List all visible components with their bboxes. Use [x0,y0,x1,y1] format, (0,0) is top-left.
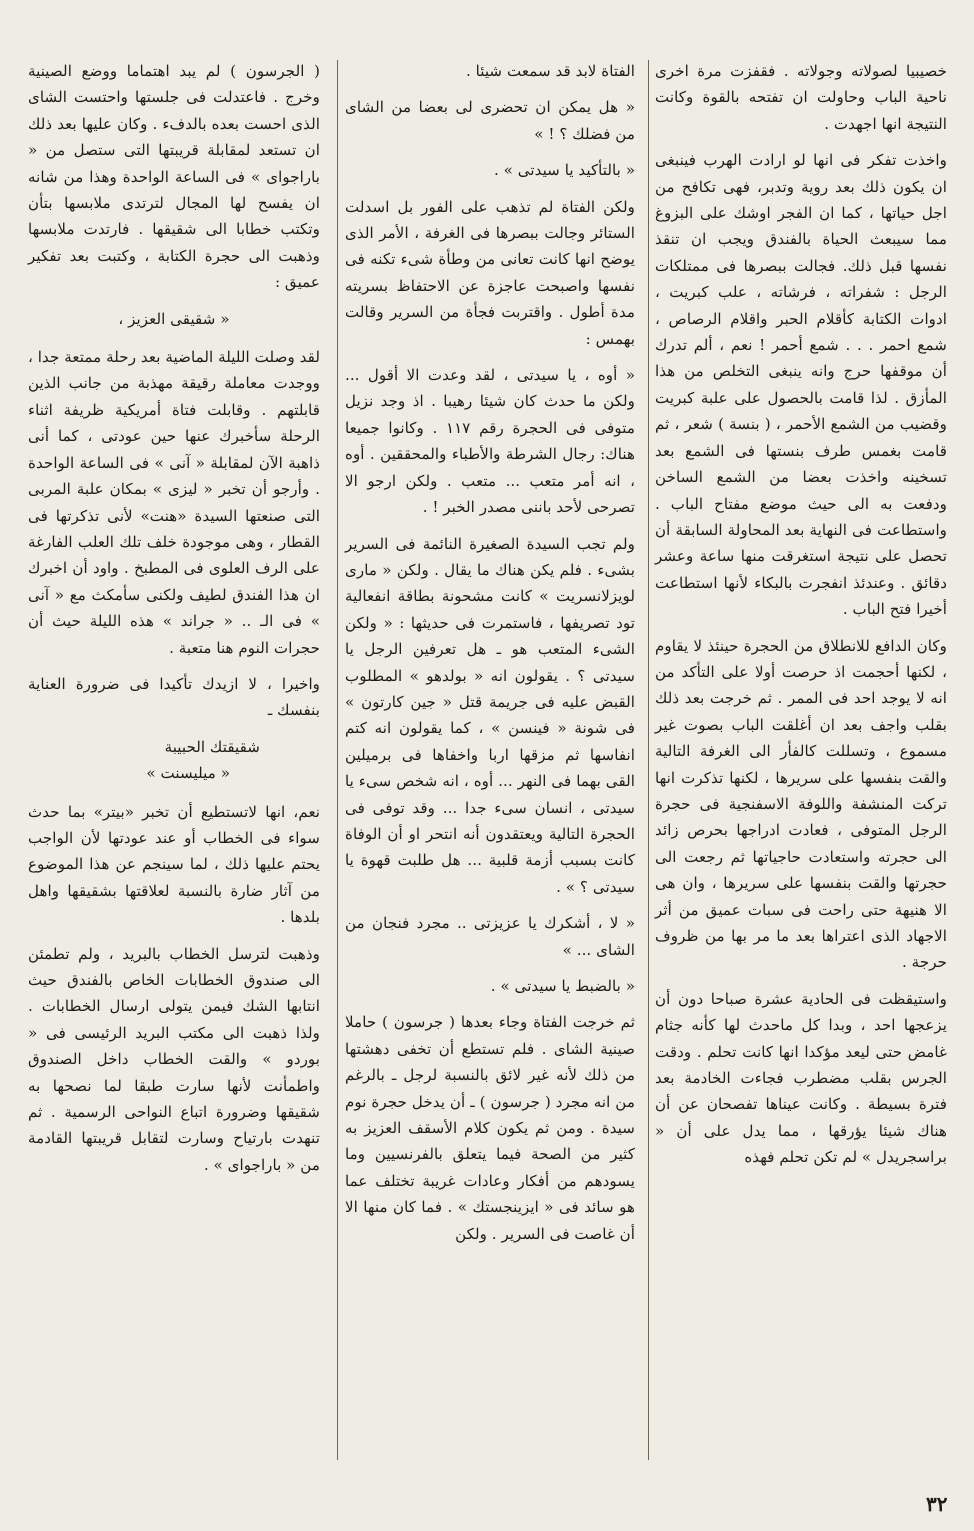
paragraph: لقد وصلت الليلة الماضية بعد رحلة ممتعة جدا ، ووجدت معاملة رقيقة مهذبة من جانب الذين قابلتهم . وقابلت فتاة أمريكية ظريفة اثناء الرحلة سأخبرك عنها حين عودتى ، كما أنى ذاهبة الآن لمقابلة « آنى » فى الساعة الواحدة . وأرجو أن تخبر « ليزى » بمكان علبة المربى التى صنعتها السيدة «هنت» لأنى تذكرتها فى القطار ، وهى موجودة خلف تلك العلب الفارغة على الرف العلوى فى المطبخ . واود أن اخبرك ان هذا الفندق لطيف ولكنى سأمكث مع « آنى » فى الـ .. « جراند » هذه الليلة حيث أن حجرات النوم هنا متعبة . [28,348,320,657]
letter-closing: شقيقتك الحبيبة [164,737,260,756]
column-divider [648,60,649,1460]
paragraph: « بالتأكيد يا سيدتى » . [493,161,635,180]
paragraph: « لا ، أشكرك يا عزيزتى .. مجرد فنجان من الشاى ... » [345,914,635,959]
paragraph: نعم، انها لاتستطيع أن تخبر «بيتر» بما حدث سواء فى الخطاب أو عند عودتها لأن الواجب يحتم عليها ذلك ، لما سينجم عن هذا الموضوع من آثار ضارة بالنسبة لعلاقتها بشقيقها واهل بلدها . [28,802,320,927]
paragraph: « بالضبط يا سيدتى » . [490,977,635,995]
paragraph: ولكن الفتاة لم تذهب على الفور بل اسدلت الستائر وجالت ببصرها فى الغرفة ، الأمر الذى يوضح انها كانت تعانى من وطأة شىء تكنه فى نفسها واصبحت عاجزة عن الاحتفاظ بسريته مدة أطول . واقتربت فجأة من السرير وقالت بهمس : [345,197,635,348]
column-right [655,58,947,1181]
column-middle [345,58,635,1257]
page-number: ٣٢ [926,1492,948,1516]
letter-signature: « ميليسنت » [146,764,230,783]
column-divider [337,60,338,1460]
paragraph: ولم تجب السيدة الصغيرة النائمة فى السرير بشىء . فلم يكن هناك ما يقال . ولكن « مارى لويزلانسريت » كانت مشحونة بطاقة انفعالية تود تصريفها ، فاستمرت فى حديثها : « ولكن الشىء المتعب هو ـ هل تعرفين الرجل يا سيدتى ؟ . يقولون انه « بولدهو » المطلوب القبض عليه فى جريمة قتل « جين كارتون » فى شونة « فينسن » ، كما يقولون انه كتم انفاسها ثم مزقها اربا واخفاها فى برميلين القى بهما فى النهر ... أوه ، انه شخص سىء يا سيدتى ، انسان سىء جدا ... وقد توفى فى الحجرة التالية ويعتقدون أنه انتحر او أن الوفاة كانت بسبب أزمة قلبية ... هل طلبت قهوة يا سيدتى ؟ » . [345,534,635,896]
paragraph: الفتاة لابد قد سمعت شيئا . [465,62,635,80]
paragraph: ثم خرجت الفتاة وجاء بعدها ( جرسون ) حاملا صينية الشاى . فلم تستطع أن تخفى دهشتها من ذلك لأنه غير لائق بالنسبة لرجل ـ بالرغم من انه مجرد ( جرسون ) ـ أن يدخل حجرة نوم سيدة . ومن ثم يكون كلام الأسقف العزيز به كثير من الصحة فيما يتعلق بالفرنسيين وما يسودهم من أفكار وعادات غريبة تختلف عما هو سائد فى « ايزينجستك » . فما كان منها الا أن غاصت فى السرير . ولكن [345,1013,635,1243]
paragraph: ( الجرسون ) لم يبد اهتماما ووضع الصينية وخرج . فاعتدلت فى جلستها واحتست الشاى الذى احست بعده بالدفء . وكان عليها بعد ذلك ان تستعد لمقابلة قريبتها التى ستصل من « باراجواى » فى الساعة الواحدة وهذا من شانه ان يفسح لها المجال لترتدى ملابسها بتأن وتكتب خطابا الى شقيقها . فارتدت ملابسها وذهبت الى حجرة الكتابة ، وكتبت بعد تفكير عميق : [28,62,320,292]
paragraph: « أوه ، يا سيدتى ، لقد وعدت الا أقول ... ولكن ما حدث كان شيئا رهيبا . اذ وجد نزيل متوفى فى الحجرة رقم ١١٧ . وكانوا جميعا هناك: رجال الشرطة والأطباء والمحققين . أوه ، انه أمر متعب ... متعب . ولكن ارجو الا تصرحى لأحد باننى مصدر الخبر ! . [345,366,635,517]
paragraph: واخيرا ، لا ازيدك تأكيدا فى ضرورة العناية بنفسك ـ [28,674,320,720]
paragraph: وكان الدافع للانطلاق من الحجرة حينئذ لا يقاوم ، لكنها أحجمت اذ حرصت أولا على التأكد من انه لا يوجد احد فى الممر . ثم خرجت بعد ذلك بقلب واجف بعد ان أغلقت الباب بصوت غير مسموع ، وتسللت كالفأر الى الغرفة التالية والقت بنفسها على سريرها ، لكنها تذكرت انها تركت المنشفة واللوفة الاسفنجية فى حجرة الرجل المتوفى ، فعادت ادراجها بحرص زائد الى حجرته واستعادت حاجياتها ثم رجعت الى حجرتها والقت بنفسها على سريرها ، وان هى الا هنيهة حتى راحت فى سبات عميق من أثر الاجهاد الذى اعتراها بعد ما مر بها من ظروف حرجة . [655,636,947,972]
letter-salutation: « شقيقى العزيز ، [118,309,230,328]
paragraph: وذهبت لترسل الخطاب بالبريد ، ولم تطمئن الى صندوق الخطابات الخاص بالفندق حيث انتابها الشك فيمن يتولى ارسال الخطابات . ولذا ذهبت الى مكتب البريد الرئيسى فى « بوردو » والقت الخطاب داخل الصندوق واطمأنت لأنها سارت طبقا لما نصحها به شقيقها وضرورة اتباع النواحى الرسمية . ثم تنهدت بارتياح وسارت لتقابل قريبتها القادمة من « باراجواى » . [28,944,320,1174]
paragraph: « هل يمكن ان تحضرى لى بعضا من الشاى من فضلك ؟ ! » [345,98,635,143]
column-left [28,58,320,1188]
paragraph: واستيقظت فى الحادية عشرة صباحا دون أن يزعجها احد ، وبدا كل ماحدث لها كأنه جثام غامض حتى ليعد مؤكدا انها كانت تحلم . ودقت الجرس بقلب مضطرب فجاءت الخادمة بعد فترة بسيطة . وكانت عيناها تفصحان عن أن هناك شيئا يؤرقها ، مما يدل على أن « براسجريدل » لم تكن تحلم فهذه [655,989,947,1167]
paragraph: واخذت تفكر فى انها لو ارادت الهرب فينبغى ان يكون ذلك بعد روية وتدبر، فهى تكافح من اجل حياتها ، كما ان الفجر اوشك على البزوغ مما سيبعث الحياة بالفندق ويجب ان تنقذ نفسها قبل ذلك. فجالت ببصرها فى ممتلكات الرجل : شفراته ، فرشاته ، علب كبريت ، ادوات الكتابة كأقلام الحبر واقلام الرصاص ، شمع احمر . . . شمع أحمر ! نعم ، ألم تدرك أن موقفها حرج وانه ينبغى التخلص من هذا المأزق . لذا قامت بالحصول على علبة كبريت وقضيب من الشمع الأحمر ، ( بنسة ) شعر ، ثم قامت بغمس طرف بنستها فى الشمع بعد تسخينه واخذت بعضا من الشمع الساخن ودفعت به الى حيث موضع مفتاح الباب . واستطاعت فى النهاية بعد المحاولة السابقة أن تحصل على نتيجة استغرقت منها ساعة وعشر دقائق . وعندئذ انفجرت بالبكاء لأنها استطاعت أخيرا فتح الباب . [655,151,947,619]
paragraph: خصيبيا لصولاته وجولاته . فقفزت مرة اخرى ناحية الباب وحاولت ان تفتحه بالقوة وكانت النتيجة انها اجهدت . [655,62,947,133]
